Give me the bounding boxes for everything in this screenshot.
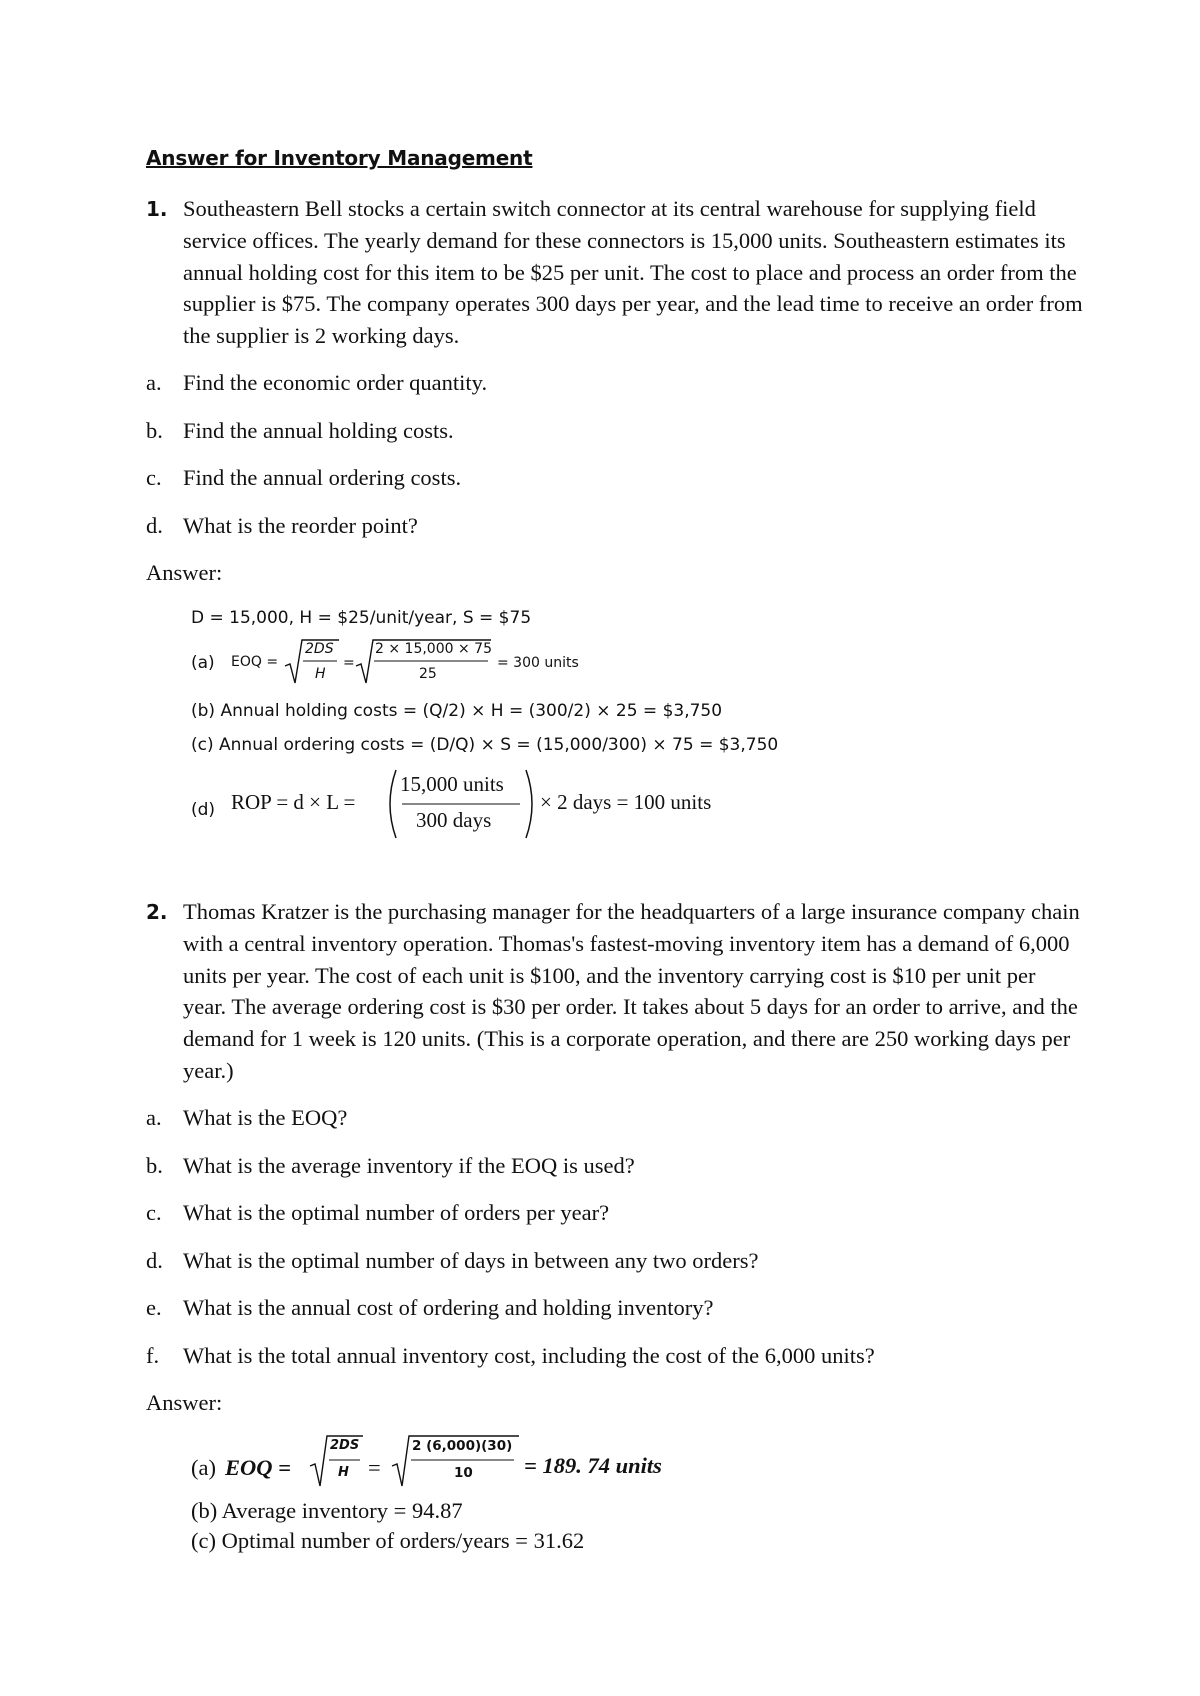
part-text: What is the annual cost of ordering and holding inventory? [183, 1295, 714, 1320]
q2-a-den2: 10 [454, 1465, 473, 1481]
q1-answer-label: Answer: [146, 560, 223, 585]
part-text: Find the annual ordering costs. [183, 465, 462, 490]
part-letter: f. [146, 1343, 160, 1368]
question-1-number: 1. [146, 197, 168, 221]
q1-a-num1: 2DS [305, 641, 334, 657]
q1-b-holding: (b) Annual holding costs = (Q/2) × H = (300/2) × 25 = $3,750 [191, 701, 723, 721]
q1-c-ordering: (c) Annual ordering costs = (D/Q) × S = (15,000/300) × 75 = $3,750 [191, 735, 779, 755]
part-text: What is the EOQ? [183, 1105, 348, 1130]
question-2-text: Thomas Kratzer is the purchasing manager for the headquarters of a large insurance company chain with a central inventory operation. Thomas's fastest-moving inventory item has a demand of 6,000 units per year. The cost of each unit is $100, and the inventory carrying cost is $10 per unit per year. The average ordering cost is $30 per order. It takes about 5 days for an order to arrive, and the demand for 1 week is 120 units. (This is a corporate operation, and there are 250 working days per year.) [183, 899, 1080, 1083]
question-1-text: Southeastern Bell stocks a certain switch connector at its central warehouse for supplying field service offices. The yearly demand for these connectors is 15,000 units. Southeastern estimates its annual holding cost for this item to be $25 per unit. The cost to place and process an order from the supplier is $75. The company operates 300 days per year, and the lead time to receive an order from the supplier is 2 working days. [183, 196, 1083, 349]
q2-a-label: (a) [191, 1455, 216, 1480]
part-letter: c. [146, 465, 162, 490]
part-text: What is the reorder point? [183, 513, 418, 538]
page-title: Answer for Inventory Management [146, 146, 533, 170]
part-text: What is the optimal number of orders per year? [183, 1200, 610, 1225]
part-letter: b. [146, 1153, 163, 1178]
q1-d-den: 300 days [416, 808, 492, 832]
q2-answer-label: Answer: [146, 1390, 223, 1415]
part-text: What is the total annual inventory cost, including the cost of the 6,000 units? [183, 1343, 875, 1368]
part-letter: d. [146, 513, 163, 538]
question-2-number: 2. [146, 900, 168, 924]
q1-d-label: (d) [191, 800, 216, 820]
q1-a-den1: H [315, 666, 326, 682]
part-letter: c. [146, 1200, 162, 1225]
q1-a-eoq: EOQ = [231, 654, 279, 670]
part-letter: b. [146, 418, 163, 443]
q1-a-num2: 2 × 15,000 × 75 [375, 641, 492, 657]
q1-d-num: 15,000 units [400, 772, 504, 796]
q1-given-values: D = 15,000, H = $25/unit/year, S = $75 [191, 608, 532, 628]
q2-a-num2: 2 (6,000)(30) [412, 1438, 513, 1454]
q2-a-num1: 2DS [330, 1438, 360, 1453]
part-text: Find the annual holding costs. [183, 418, 454, 443]
q2-a-den1: H [338, 1465, 349, 1480]
part-text: What is the average inventory if the EOQ is used? [183, 1153, 635, 1178]
part-letter: a. [146, 370, 162, 395]
q1-a-den2: 25 [419, 666, 437, 682]
part-letter: e. [146, 1295, 162, 1320]
q2-a-result: = 189. 74 units [524, 1453, 662, 1478]
q1-d-lhs: ROP = d × L = [231, 790, 356, 814]
q2-a-eq: = [368, 1455, 381, 1480]
q2-c-optimal-orders: (c) Optimal number of orders/years = 31.62 [191, 1528, 585, 1553]
part-text: What is the optimal number of days in between any two orders? [183, 1248, 759, 1273]
q2-b-average-inventory: (b) Average inventory = 94.87 [191, 1498, 463, 1523]
q1-a-result: = 300 units [497, 655, 579, 671]
q1-d-rhs: × 2 days = 100 units [540, 790, 712, 814]
part-letter: d. [146, 1248, 163, 1273]
q2-a-eoq: EOQ = [225, 1455, 291, 1480]
q1-a-label: (a) [191, 653, 215, 673]
part-letter: a. [146, 1105, 162, 1130]
part-text: Find the economic order quantity. [183, 370, 488, 395]
q1-a-eq: = [343, 655, 355, 671]
